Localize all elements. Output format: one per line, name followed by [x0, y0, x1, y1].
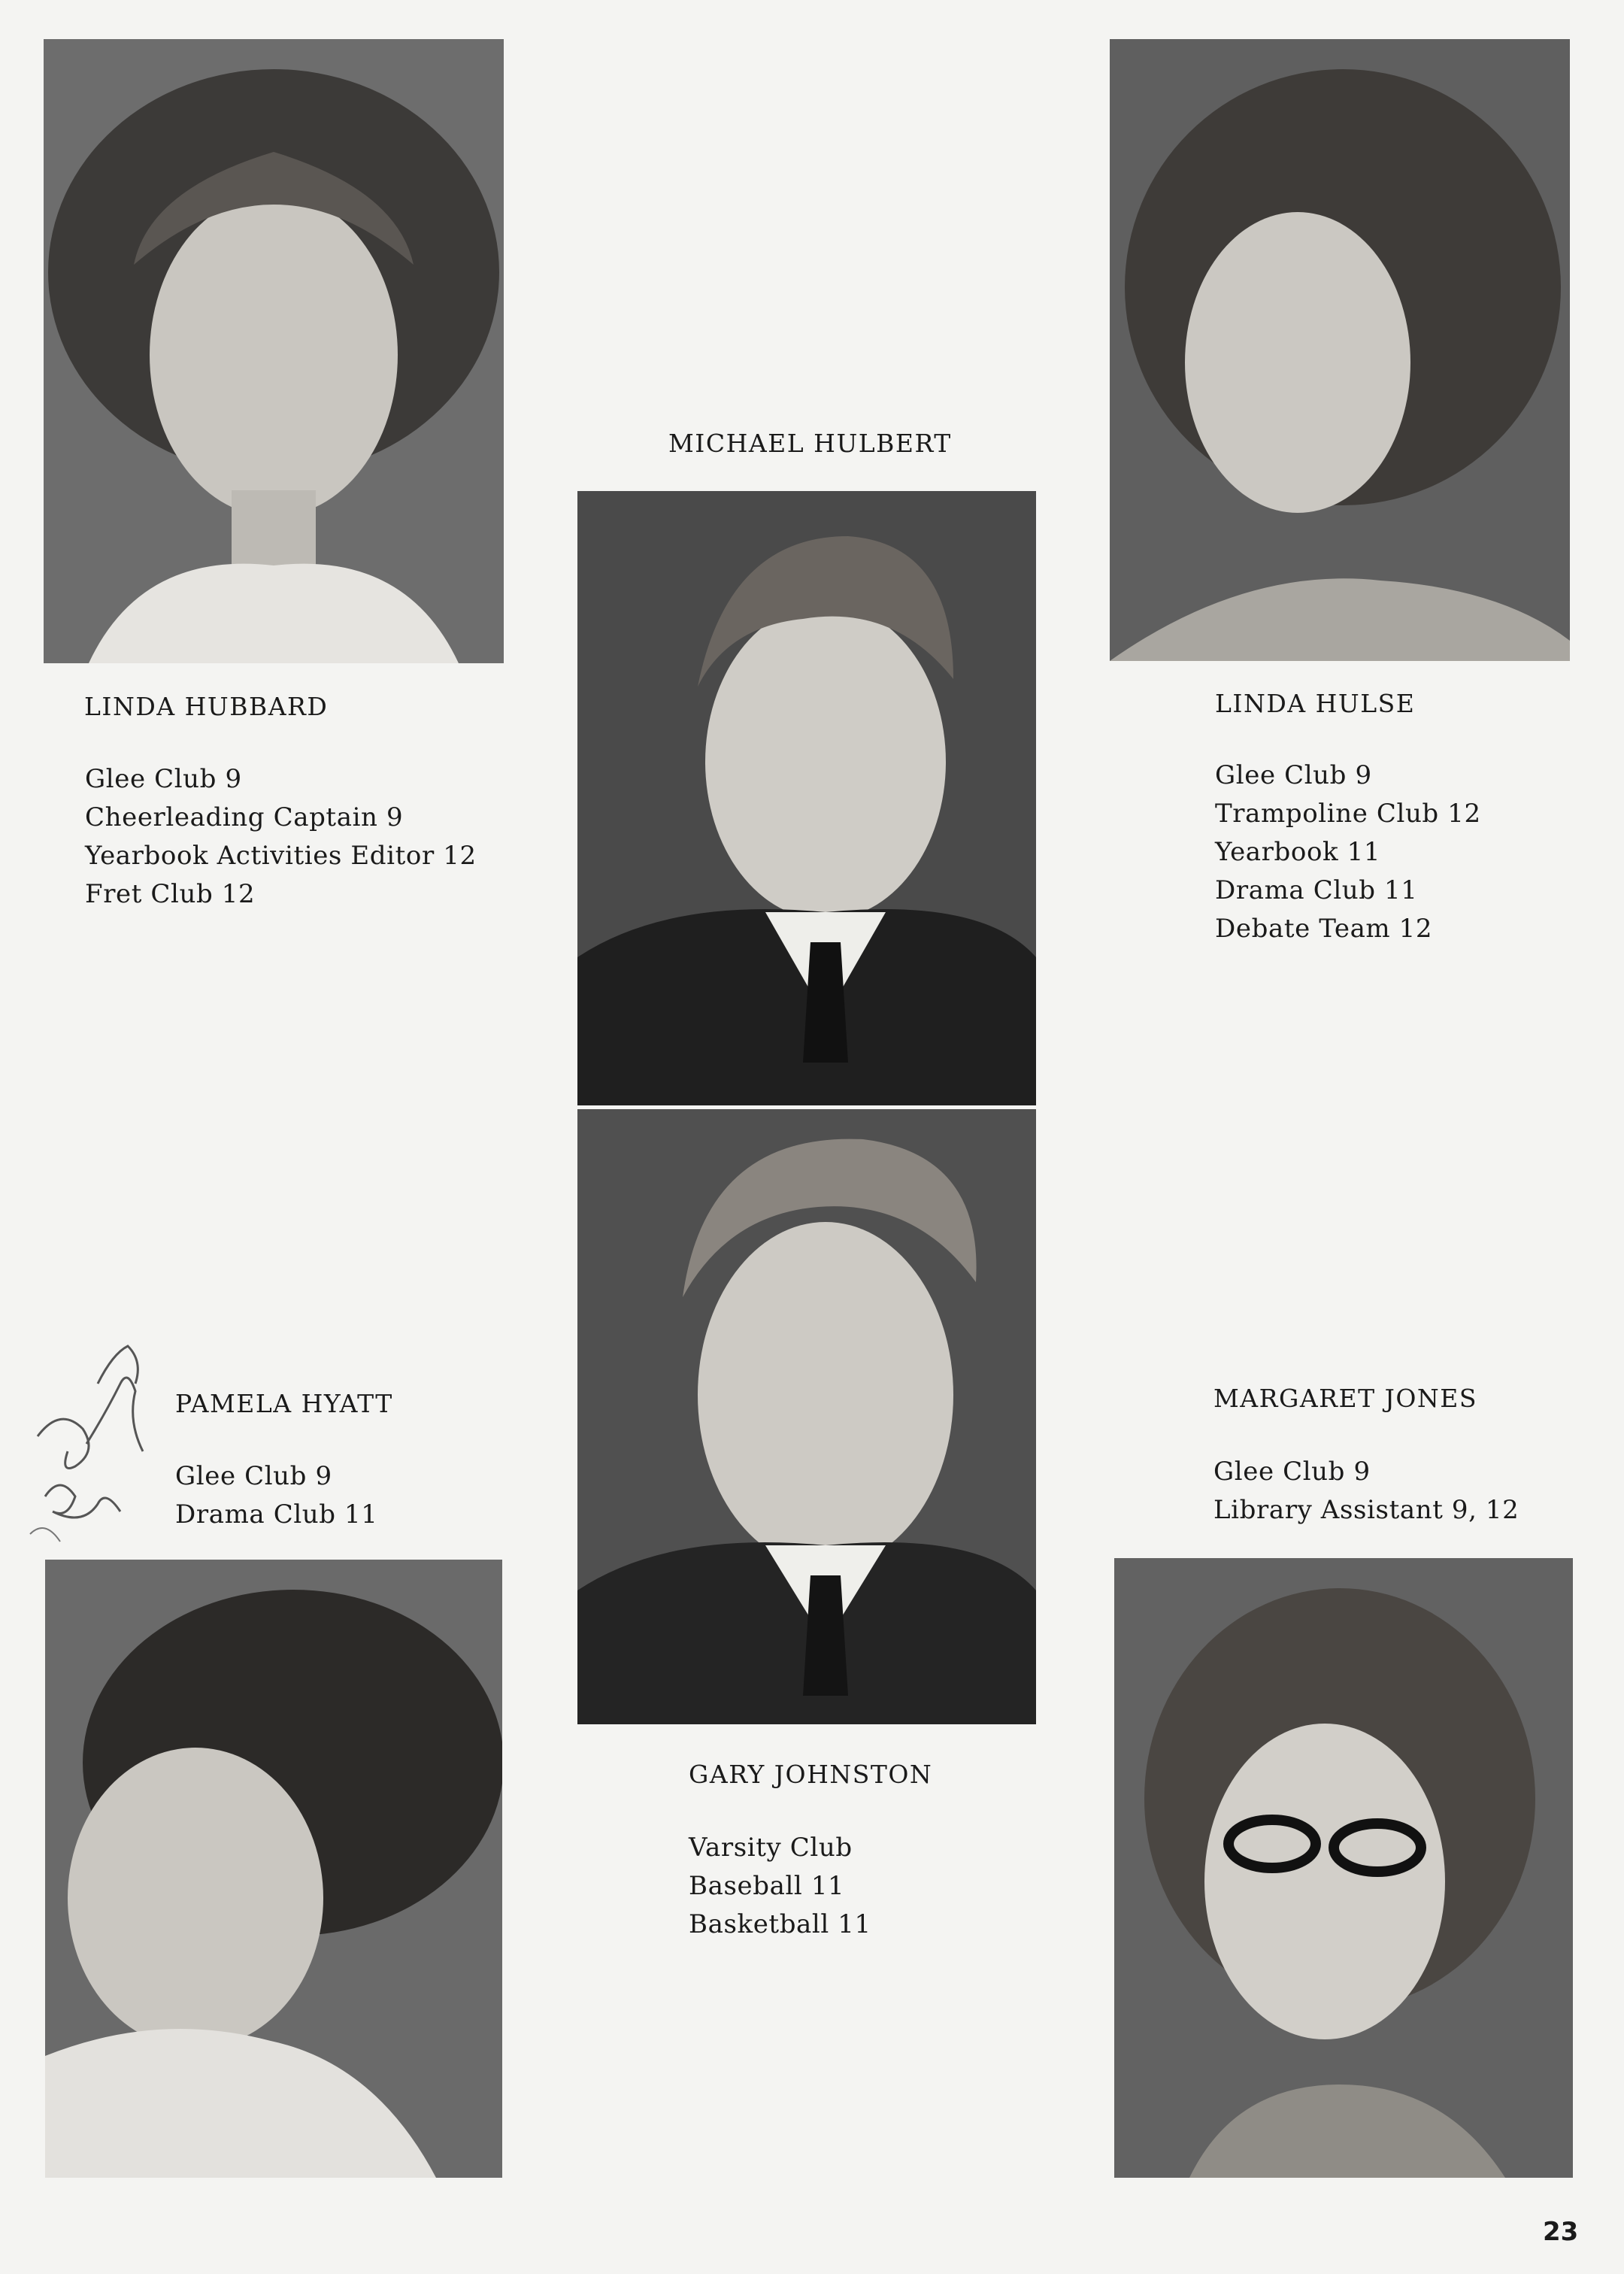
activity-list-linda-hulse [1215, 756, 1481, 948]
page-number: 23 [1543, 2217, 1579, 2247]
student-name-margaret-jones: MARGARET JONES [1213, 1384, 1477, 1413]
student-name-linda-hulse: LINDA HULSE [1215, 689, 1416, 718]
activity-item: Glee Club 9 [1215, 760, 1372, 790]
activity-item: Glee Club 9 [175, 1461, 332, 1491]
activity-item: Drama Club 11 [1215, 875, 1418, 905]
activity-item: Glee Club 9 [85, 764, 242, 794]
activity-item: Trampoline Club 12 [1215, 799, 1481, 829]
activity-item: Glee Club 9 [1213, 1457, 1371, 1487]
activity-list-pamela-hyatt [175, 1457, 378, 1534]
activity-list-linda-hubbard [85, 760, 477, 914]
student-name-pamela-hyatt: PAMELA HYATT [175, 1389, 393, 1418]
portrait-photo-margaret-jones [1114, 1558, 1573, 2178]
activity-item: Yearbook Activities Editor 12 [85, 841, 477, 871]
activity-item: Yearbook 11 [1215, 837, 1381, 867]
activity-item: Basketball 11 [689, 1909, 871, 1939]
portrait-photo-linda-hubbard [44, 39, 504, 663]
activity-item: Debate Team 12 [1215, 914, 1433, 944]
student-name-michael-hulbert: MICHAEL HULBERT [668, 429, 952, 458]
portrait-photo-pamela-hyatt [45, 1560, 502, 2178]
student-name-gary-johnston: GARY JOHNSTON [689, 1760, 933, 1789]
activity-item: Drama Club 11 [175, 1499, 378, 1530]
activity-item: Fret Club 12 [85, 879, 256, 909]
activity-item: Library Assistant 9, 12 [1213, 1495, 1519, 1525]
activity-list-gary-johnston [689, 1829, 871, 1944]
activity-item: Varsity Club [689, 1833, 853, 1863]
handwritten-signature [15, 1339, 158, 1572]
portrait-photo-gary-johnston [577, 1109, 1036, 1724]
portrait-photo-linda-hulse [1110, 39, 1570, 661]
portrait-photo-michael-hulbert [577, 491, 1036, 1105]
student-name-linda-hubbard: LINDA HUBBARD [84, 692, 329, 721]
activity-item: Baseball 11 [689, 1871, 845, 1901]
activity-item: Cheerleading Captain 9 [85, 802, 404, 832]
activity-list-margaret-jones [1213, 1453, 1519, 1530]
